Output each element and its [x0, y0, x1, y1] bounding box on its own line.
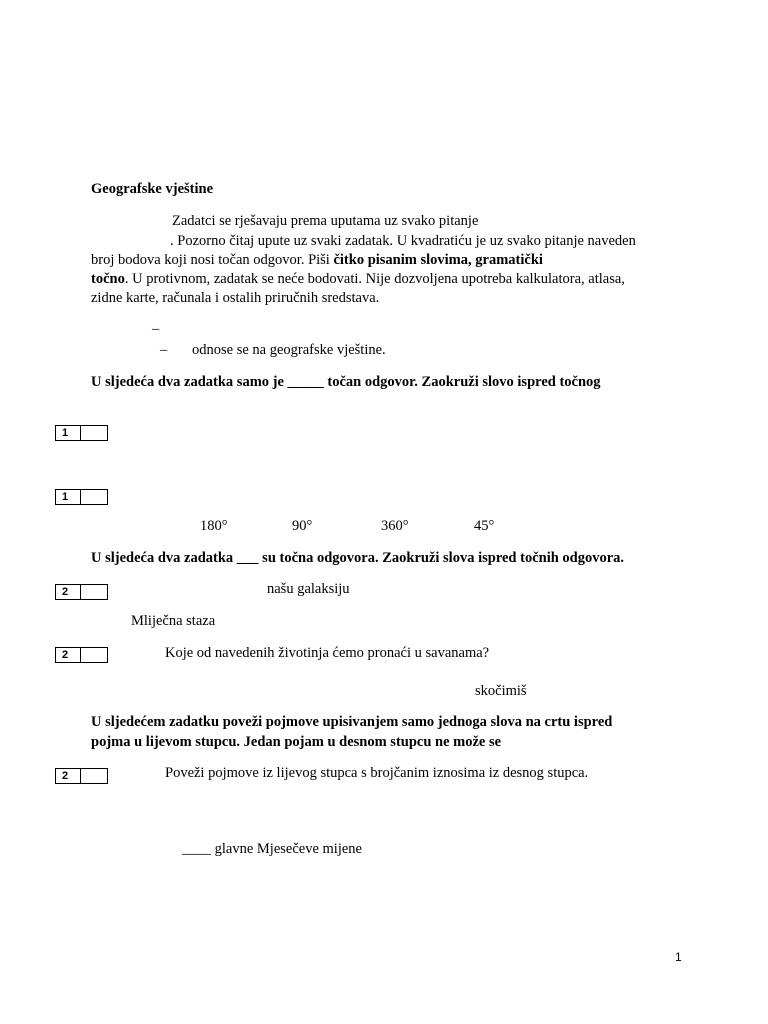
points-value: 2: [56, 585, 81, 599]
option-1: 180°: [200, 518, 228, 534]
instructions-line-5: zidne karte, računala i ostalih priručnih sredstava.: [91, 290, 380, 306]
heading-two-answers: U sljedeća dva zadatka ___ su točna odgovora. Zaokruži slova ispred točnih odgovora.: [91, 550, 625, 566]
task5-matching-item: ____ glavne Mjesečeve mijene: [182, 841, 362, 857]
option-3: 360°: [381, 518, 409, 534]
points-value: 1: [56, 426, 81, 440]
task4-question: Koje od navedenih životinja ćemo pronaći u savanama?: [165, 645, 490, 661]
points-box-task-2: [55, 489, 108, 505]
option-4: 45°: [474, 518, 495, 534]
score-cell: [81, 648, 107, 662]
task3-question-fragment: našu galaksiju: [267, 581, 350, 597]
skills-note: odnose se na geografske vještine.: [192, 342, 386, 358]
score-cell: [81, 490, 107, 504]
instructions-emphasis-1: čitko pisanim slovima, gramatički: [333, 252, 543, 268]
instructions-line-3-text: broj bodova koji nosi točan odgovor. Piši: [91, 252, 334, 268]
dash-marker-2: –: [160, 342, 168, 358]
points-box-task-1: [55, 425, 108, 441]
heading-single-answer: U sljedeća dva zadatka samo je _____ točan odgovor. Zaokruži slovo ispred točnog: [91, 374, 601, 390]
task5-question: Poveži pojmove iz lijevog stupca s brojčanim iznosima iz desnog stupca.: [165, 765, 589, 781]
points-box-task-5: [55, 768, 108, 784]
instructions-line-1: Zadatci se rješavaju prema uputama uz svako pitanje: [172, 213, 479, 229]
task4-answer-fragment: skočimiš: [475, 683, 527, 699]
score-cell: [81, 769, 107, 783]
points-box-task-4: [55, 647, 108, 663]
points-box-task-3: [55, 584, 108, 600]
score-cell: [81, 585, 107, 599]
section-title: Geografske vještine: [91, 181, 214, 197]
heading-matching-line-1: U sljedećem zadatku poveži pojmove upisivanjem samo jednoga slova na crtu ispred: [91, 714, 613, 730]
points-value: 2: [56, 769, 81, 783]
heading-matching-line-2: pojma u lijevom stupcu. Jedan pojam u desnom stupcu ne može se: [91, 734, 502, 750]
instructions-line-4: [91, 272, 625, 287]
score-cell: [81, 426, 107, 440]
instructions-line-4-text: . U protivnom, zadatak se neće bodovati. Nije dozvoljena upotreba kalkulatora, atlasa,: [124, 271, 625, 287]
instructions-line-3: [91, 253, 543, 268]
points-value: 1: [56, 490, 81, 504]
option-2: 90°: [292, 518, 313, 534]
instructions-line-2: . Pozorno čitaj upute uz svaki zadatak. U kvadratiću je uz svako pitanje naveden: [170, 233, 636, 249]
points-value: 2: [56, 648, 81, 662]
page-number: 1: [675, 950, 682, 964]
task3-answer-fragment: Mliječna staza: [131, 613, 216, 629]
instructions-emphasis-2: točno: [91, 271, 125, 287]
dash-marker-1: –: [152, 321, 160, 337]
